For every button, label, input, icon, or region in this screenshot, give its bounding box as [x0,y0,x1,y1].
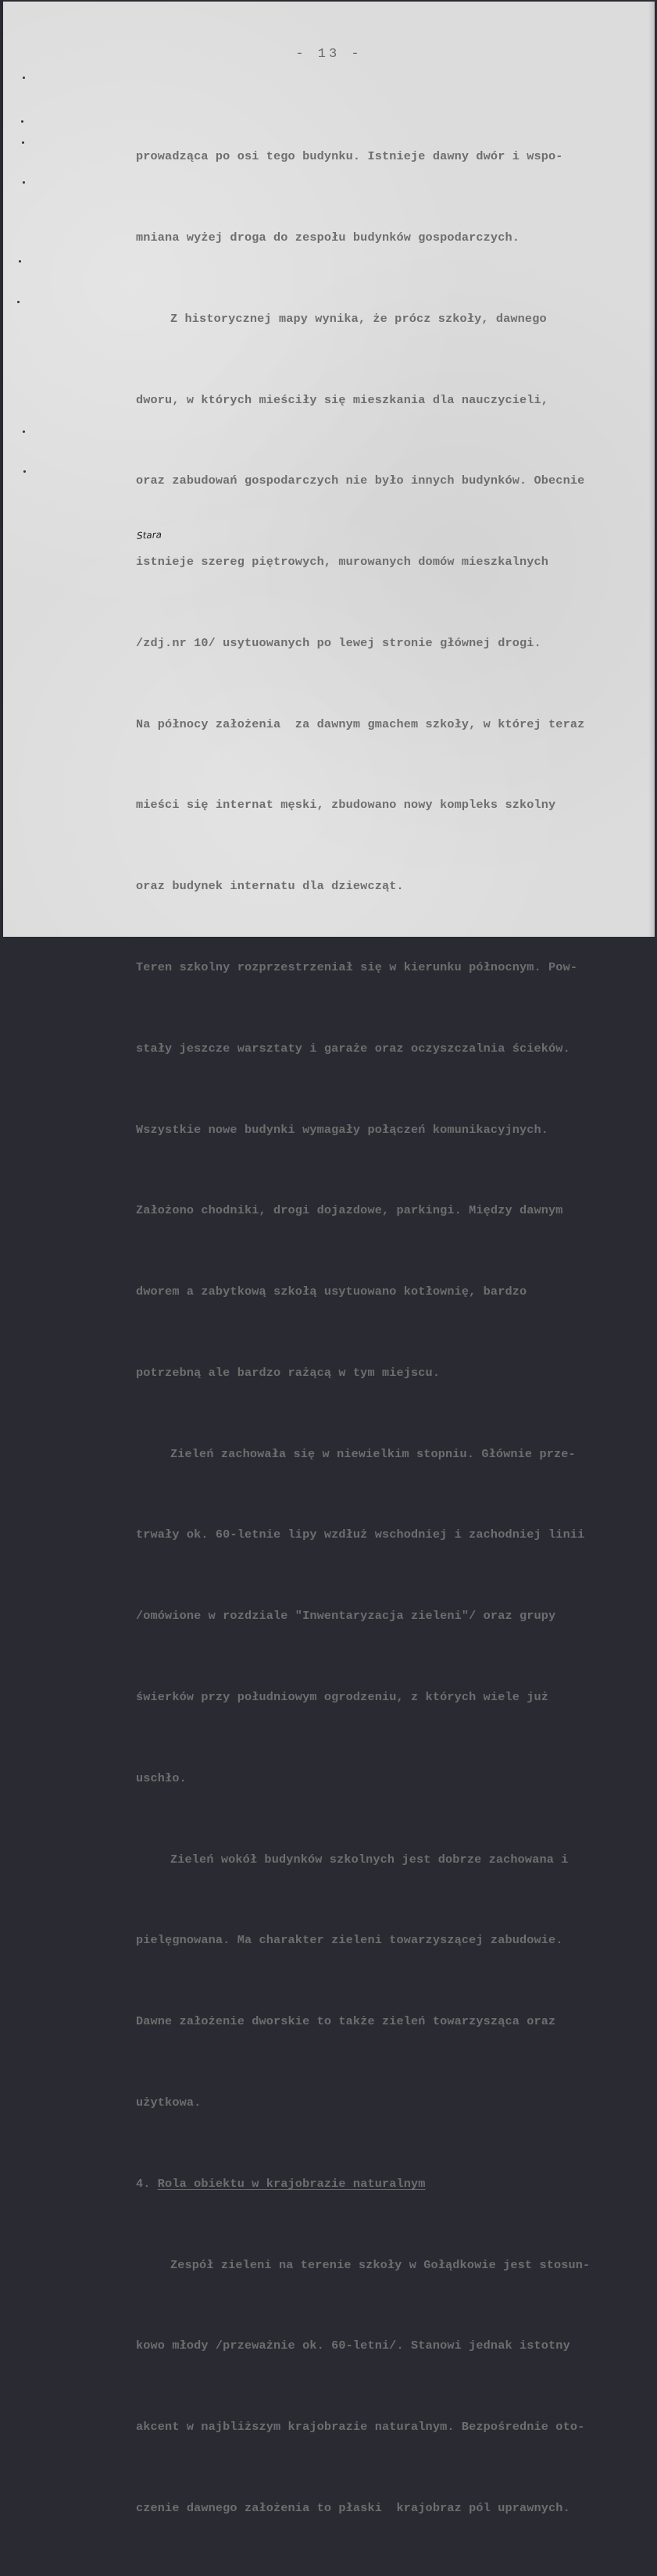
text-line: świerków przy południowym ogrodzeniu, z których wiele już [136,1690,549,1705]
text-line: Zieleń zachowała się w niewielkim stopniu. Głównie prze- [170,1446,576,1461]
text-line: dworu, w których mieściły się mieszkania dla nauczycieli, [136,392,549,407]
text-line: trwały ok. 60-letnie lipy wzdłuż wschodniej i zachodniej linii [136,1527,585,1542]
text-line: Zieleń wokół budynków szkolnych jest dobrze zachowana i [170,1852,569,1867]
text-line: /zdj.nr 10/ usytuowanych po lewej stronie głównej drogi. [136,635,541,650]
section-heading [136,2170,652,2198]
text-line: Na północy założenia za dawnym gmachem szkoły, w której teraz [136,716,585,731]
page-number: - 13 - [295,47,362,62]
margin-dot [23,77,25,79]
text-line: użytkowa. [136,2095,202,2110]
margin-dot [21,120,23,123]
handwritten-annotation: Stara [136,529,162,541]
text-line: pielęgnowana. Ma charakter zieleni towarzyszącej zabudowie. [136,1933,563,1948]
text-line: uschło. [136,1770,187,1785]
text-line: kowo młody /przeważnie ok. 60-letni/. Stanowi jednak istotny [136,2338,570,2353]
margin-dot [23,431,25,433]
text-line: Założono chodniki, drogi dojazdowe, parkingi. Między dawnym [136,1203,563,1218]
text-line: czenie dawnego założenia to płaski krajobraz pól uprawnych. [136,2500,570,2515]
text-line: mniana wyżej droga do zespołu budynków gospodarczych. [136,230,520,245]
document-page [3,2,655,2515]
text-line: akcent w najbliższym krajobrazie naturalnym. Bezpośrednie oto- [136,2420,585,2435]
text-line: mieści się internat męski, zbudowano nowy kompleks szkolny [136,798,556,813]
text-line: potrzebną ale bardzo rażącą w tym miejscu. [136,1365,441,1380]
section-title: Rola obiektu w krajobrazie naturalnym [157,2176,426,2191]
margin-dot [17,301,20,303]
margin-dot [19,260,21,263]
text-line: Wszystkie nowe budynki wymagały połączeń komunikacyjnych. [136,1122,549,1137]
text-line: Z historycznej mapy wynika, że prócz szkoły, dawnego [170,311,547,326]
text-line: prowadząca po osi tego budynku. Istnieje dawny dwór i wspo- [136,149,563,164]
margin-dot [23,470,26,473]
text-line: /omówione w rozdziale "Inwentaryzacja zieleni"/ oraz grupy [136,1609,556,1624]
margin-dot [23,181,25,184]
text-line: Zespół zieleni na terenie szkoły w Gołądkowie jest stosun- [170,2257,591,2272]
text-line: oraz budynek internatu dla dziewcząt. [136,879,404,894]
text-line: Teren szkolny rozprzestrzeniał się w kierunku północnym. Pow- [136,960,578,974]
text-line: Dawne założenie dworskie to także zieleń towarzysząca oraz [136,2014,556,2029]
margin-dot [22,141,24,144]
text-line: stały jeszcze warsztaty i garaże oraz oczyszczalnia ścieków. [136,1041,570,1056]
text-line: oraz zabudowań gospodarczych nie było innych budynków. Obecnie [136,473,585,488]
text-line: istnieje szereg piętrowych, murowanych domów mieszkalnych [136,555,549,570]
section-number: 4. [136,2176,151,2191]
body-text [136,89,652,2576]
text-line: dworem a zabytkową szkołą usytuowano kotłownię, bardzo [136,1284,527,1299]
